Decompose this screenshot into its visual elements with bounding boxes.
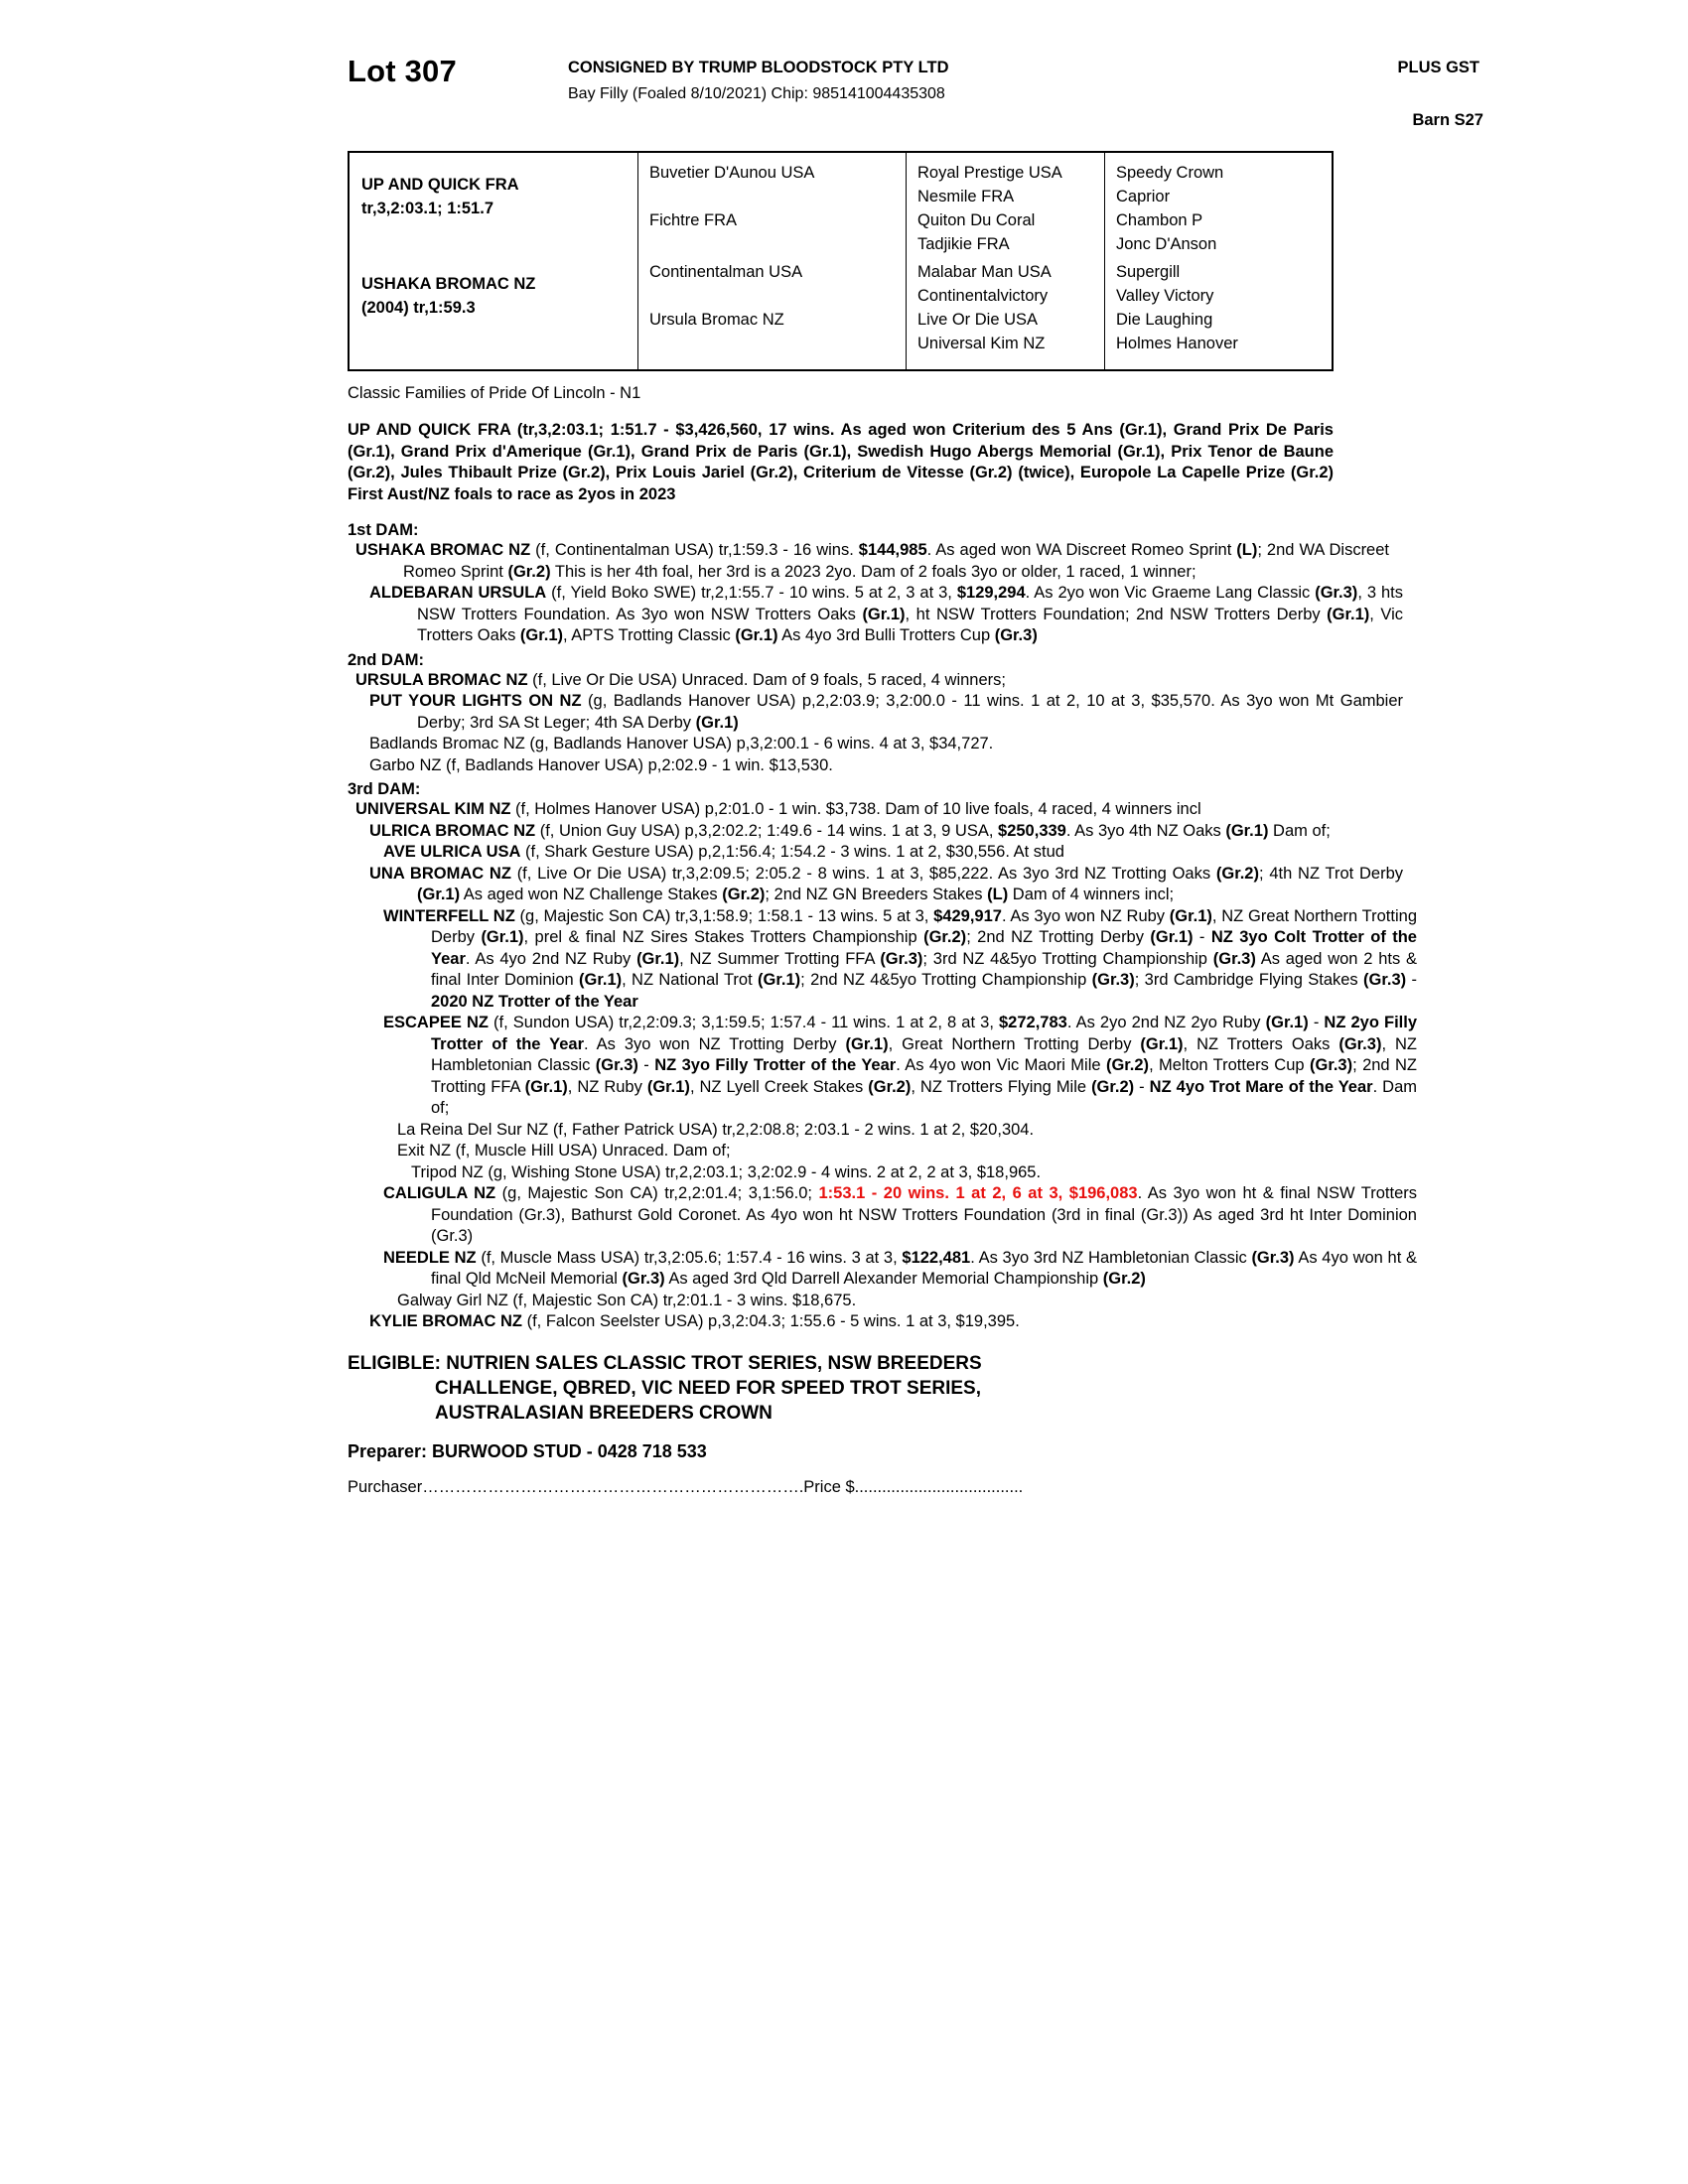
eligible-line-2: CHALLENGE, QBRED, VIC NEED FOR SPEED TROT SERIES, — [435, 1377, 982, 1399]
third-dam-progeny-3: UNA BROMAC NZ (f, Live Or Die USA) tr,3,2:09.5; 2:05.2 - 8 wins. 1 at 3, $85,222. As 3yo 3rd NZ Trotting Oaks (Gr.2); 4th NZ Trot Derby (Gr.1) As aged won NZ Challenge Stakes (Gr.2); 2nd NZ GN Breeders Stakes (L) Dam of 4 winners incl; — [369, 864, 1403, 903]
lot-number: Lot 307 — [348, 54, 457, 88]
second-dam-entry: URSULA BROMAC NZ (f, Live Or Die USA) Unraced. Dam of 9 foals, 5 raced, 4 winners; — [355, 670, 1006, 689]
third-dam-progeny-6: La Reina Del Sur NZ (f, Father Patrick USA) tr,2,2:08.8; 2:03.1 - 2 wins. 1 at 2, $20,304. — [397, 1120, 1035, 1139]
third-dam-progeny-9: NEEDLE NZ (f, Muscle Mass USA) tr,3,2:05.6; 1:57.4 - 16 wins. 3 at 3, $122,481. As 3yo 3rd NZ Hambletonian Classic (Gr.3) As 4yo won ht & final Qld McNeil Memorial (Gr.3) As aged 3rd Qld Darrell Alexander Memorial Championship (Gr.2) — [383, 1248, 1417, 1288]
pedigree-gen4-7: Die Laughing — [1116, 311, 1213, 329]
eligible-line-1: ELIGIBLE: NUTRIEN SALES CLASSIC TROT SERIES, NSW BREEDERS — [348, 1352, 982, 1374]
third-dam-progeny-11: KYLIE BROMAC NZ (f, Falcon Seelster USA) p,3,2:04.3; 1:55.6 - 5 wins. 1 at 3, $19,395. — [369, 1312, 1020, 1330]
sire-performance-paragraph: UP AND QUICK FRA (tr,3,2:03.1; 1:51.7 - $3,426,560, 17 wins. As aged won Criterium des 5 Ans (Gr.1), Grand Prix De Paris (Gr.1), Grand Prix d'Amerique (Gr.1), Grand Prix de Paris (Gr.1), Swedish Hugo Abergs Memorial (Gr.1), Prix Tenor de Baune (Gr.2), Jules Thibault Prize (Gr.2), Prix Louis Jariel (Gr.2), Criterium de Vitesse (Gr.2) (twice), Europole La Capelle Prize (Gr.2) First Aust/NZ foals to race as 2yos in 2023 — [348, 421, 1334, 503]
third-dam-progeny-2: AVE ULRICA USA (f, Shark Gesture USA) p,2,1:56.4; 1:54.2 - 3 wins. 1 at 2, $30,556. At stud — [383, 843, 1064, 861]
pedigree-column-gen2 — [637, 153, 906, 369]
pedigree-column-gen4 — [1104, 153, 1332, 369]
dam-name: USHAKA BROMAC NZ — [361, 275, 536, 293]
pedigree-gen4-1: Speedy Crown — [1116, 164, 1224, 182]
pedigree-gen3-5: Malabar Man USA — [917, 263, 1052, 281]
pedigree-gen4-5: Supergill — [1116, 263, 1181, 281]
caligula-name: CALIGULA NZ — [383, 1184, 496, 1202]
classic-families-line: Classic Families of Pride Of Lincoln - N1 — [348, 384, 641, 402]
pedigree-gen4-4: Jonc D'Anson — [1116, 235, 1217, 253]
caligula-part1: (g, Majestic Son CA) tr,2,2:01.4; 3,1:56.0; — [495, 1184, 819, 1202]
eligible-line-3: AUSTRALASIAN BREEDERS CROWN — [435, 1402, 773, 1424]
pedigree-gen2-1: Buvetier D'Aunou USA — [649, 164, 815, 182]
pedigree-gen3-6: Continentalvictory — [917, 287, 1049, 305]
preparer-line: Preparer: BURWOOD STUD - 0428 718 533 — [348, 1440, 707, 1461]
barn-label: Barn S27 — [1412, 111, 1483, 129]
pedigree-gen4-8: Holmes Hanover — [1116, 335, 1238, 352]
pedigree-gen3-2: Nesmile FRA — [917, 188, 1015, 205]
pedigree-gen3-8: Universal Kim NZ — [917, 335, 1046, 352]
third-dam-progeny-8: Tripod NZ (g, Wishing Stone USA) tr,2,2:03.1; 3,2:02.9 - 4 wins. 2 at 2, 2 at 3, $18,965. — [411, 1162, 1042, 1181]
first-dam-progeny-1: ALDEBARAN URSULA (f, Yield Boko SWE) tr,2,1:55.7 - 10 wins. 5 at 2, 3 at 3, $129,294. As 2yo won Vic Graeme Lang Classic (Gr.3), 3 hts NSW Trotters Foundation. As 3yo won NSW Trotters Oaks (Gr.1), ht NSW Trotters Foundation; 2nd NSW Trotters Derby (Gr.1), Vic Trotters Oaks (Gr.1), APTS Trotting Classic (Gr.1) As 4yo 3rd Bulli Trotters Cup (Gr.3) — [369, 584, 1403, 644]
caligula-highlight: 1:53.1 - 20 wins. 1 at 2, 6 at 3, $196,083 — [818, 1184, 1138, 1202]
sire-record: tr,3,2:03.1; 1:51.7 — [361, 200, 493, 217]
third-dam-progeny-1: ULRICA BROMAC NZ (f, Union Guy USA) p,3,2:02.2; 1:49.6 - 14 wins. 1 at 3, 9 USA, $250,339. As 3yo 4th NZ Oaks (Gr.1) Dam of; — [369, 821, 1331, 840]
animal-description: Bay Filly (Foaled 8/10/2021) Chip: 985141004435308 — [568, 85, 945, 102]
third-dam-progeny-4: WINTERFELL NZ (g, Majestic Son CA) tr,3,1:58.9; 1:58.1 - 13 wins. 5 at 3, $429,917. As 3yo won NZ Ruby (Gr.1), NZ Great Northern Trotting Derby (Gr.1), prel & final NZ Sires Stakes Trotters Championship (Gr.2); 2nd NZ Trotting Derby (Gr.1) - NZ 3yo Colt Trotter of the Year. As 4yo 2nd NZ Ruby (Gr.1), NZ Summer Trotting FFA (Gr.3); 3rd NZ 4&5yo Trotting Championship (Gr.3) As aged won 2 hts & final Inter Dominion (Gr.1), NZ National Trot (Gr.1); 2nd NZ 4&5yo Trotting Championship (Gr.3); 3rd Cambridge Flying Stakes (Gr.3) - 2020 NZ Trotter of the Year — [383, 906, 1417, 1011]
pedigree-gen3-4: Tadjikie FRA — [917, 235, 1010, 253]
pedigree-gen2-3: Continentalman USA — [649, 263, 803, 281]
first-dam-entry: USHAKA BROMAC NZ (f, Continentalman USA) tr,1:59.3 - 16 wins. $144,985. As aged won WA Discreet Romeo Sprint (L); 2nd WA Discreet Romeo Sprint (Gr.2) This is her 4th foal, her 3rd is a 2023 2yo. Dam of 2 foals 3yo or older, 1 raced, 1 winner; — [355, 541, 1389, 581]
purchaser-line: Purchaser…………………………………………………………….Price $..................................... — [348, 1477, 1024, 1496]
page-header — [348, 48, 1539, 143]
pedigree-gen4-6: Valley Victory — [1116, 287, 1214, 305]
sire-name: UP AND QUICK FRA — [361, 176, 519, 194]
second-dam-progeny-3: Garbo NZ (f, Badlands Hanover USA) p,2:02.9 - 1 win. $13,530. — [369, 755, 833, 774]
pedigree-gen4-2: Caprior — [1116, 188, 1171, 205]
pedigree-column-gen3 — [906, 153, 1104, 369]
pedigree-gen3-7: Live Or Die USA — [917, 311, 1039, 329]
third-dam-heading: 3rd DAM: — [348, 780, 421, 798]
second-dam-progeny-2: Badlands Bromac NZ (g, Badlands Hanover USA) p,3,2:00.1 - 6 wins. 4 at 3, $34,727. — [369, 735, 994, 752]
second-dam-progeny-1: PUT YOUR LIGHTS ON NZ (g, Badlands Hanover USA) p,2,2:03.9; 3,2:00.0 - 11 wins. 1 at 2, 10 at 3, $35,570. As 3yo won Mt Gambier Derby; 3rd SA St Leger; 4th SA Derby (Gr.1) — [369, 692, 1404, 732]
plus-gst-label: PLUS GST — [1397, 59, 1479, 76]
pedigree-gen3-1: Royal Prestige USA — [917, 164, 1062, 182]
caligula-part2: . As 3yo won ht & final NSW Trotters Foundation (Gr.3), Bathurst Gold Coronet. As 4yo won ht NSW Trotters Foundation (3rd in final (Gr.3)) As aged 3rd ht Inter Dominion (Gr.3) — [431, 1184, 1417, 1245]
first-dam-heading: 1st DAM: — [348, 521, 419, 539]
third-dam-entry: UNIVERSAL KIM NZ (f, Holmes Hanover USA) p,2:01.0 - 1 win. $3,738. Dam of 10 live foals, 4 raced, 4 winners incl — [355, 800, 1201, 818]
pedigree-gen3-3: Quiton Du Coral — [917, 211, 1036, 229]
third-dam-progeny-5: ESCAPEE NZ (f, Sundon USA) tr,2,2:09.3; 3,1:59.5; 1:57.4 - 11 wins. 1 at 2, 8 at 3, $272,783. As 2yo 2nd NZ 2yo Ruby (Gr.1) - NZ 2yo Filly Trotter of the Year. As 3yo won NZ Trotting Derby (Gr.1), Great Northern Trotting Derby (Gr.1), NZ Trotters Oaks (Gr.3), NZ Hambletonian Classic (Gr.3) - NZ 3yo Filly Trotter of the Year. As 4yo won Vic Maori Mile (Gr.2), Melton Trotters Cup (Gr.3); 2nd NZ Trotting FFA (Gr.1), NZ Ruby (Gr.1), NZ Lyell Creek Stakes (Gr.2), NZ Trotters Flying Mile (Gr.2) - NZ 4yo Trot Mare of the Year. Dam of; — [383, 1014, 1418, 1117]
pedigree-table — [348, 151, 1334, 371]
third-dam-progeny-caligula — [348, 1183, 1417, 1248]
second-dam-heading: 2nd DAM: — [348, 650, 424, 669]
pedigree-gen2-4: Ursula Bromac NZ — [649, 311, 784, 329]
third-dam-progeny-7: Exit NZ (f, Muscle Hill USA) Unraced. Dam of; — [397, 1142, 731, 1160]
third-dam-progeny-10: Galway Girl NZ (f, Majestic Son CA) tr,2:01.1 - 3 wins. $18,675. — [397, 1291, 857, 1309]
pedigree-gen2-2: Fichtre FRA — [649, 211, 738, 229]
dam-record: (2004) tr,1:59.3 — [361, 299, 476, 317]
pedigree-column-parents — [350, 153, 637, 369]
eligible-block — [348, 1351, 1334, 1426]
consignor-line: CONSIGNED BY TRUMP BLOODSTOCK PTY LTD — [568, 59, 949, 76]
pedigree-gen4-3: Chambon P — [1116, 211, 1203, 229]
